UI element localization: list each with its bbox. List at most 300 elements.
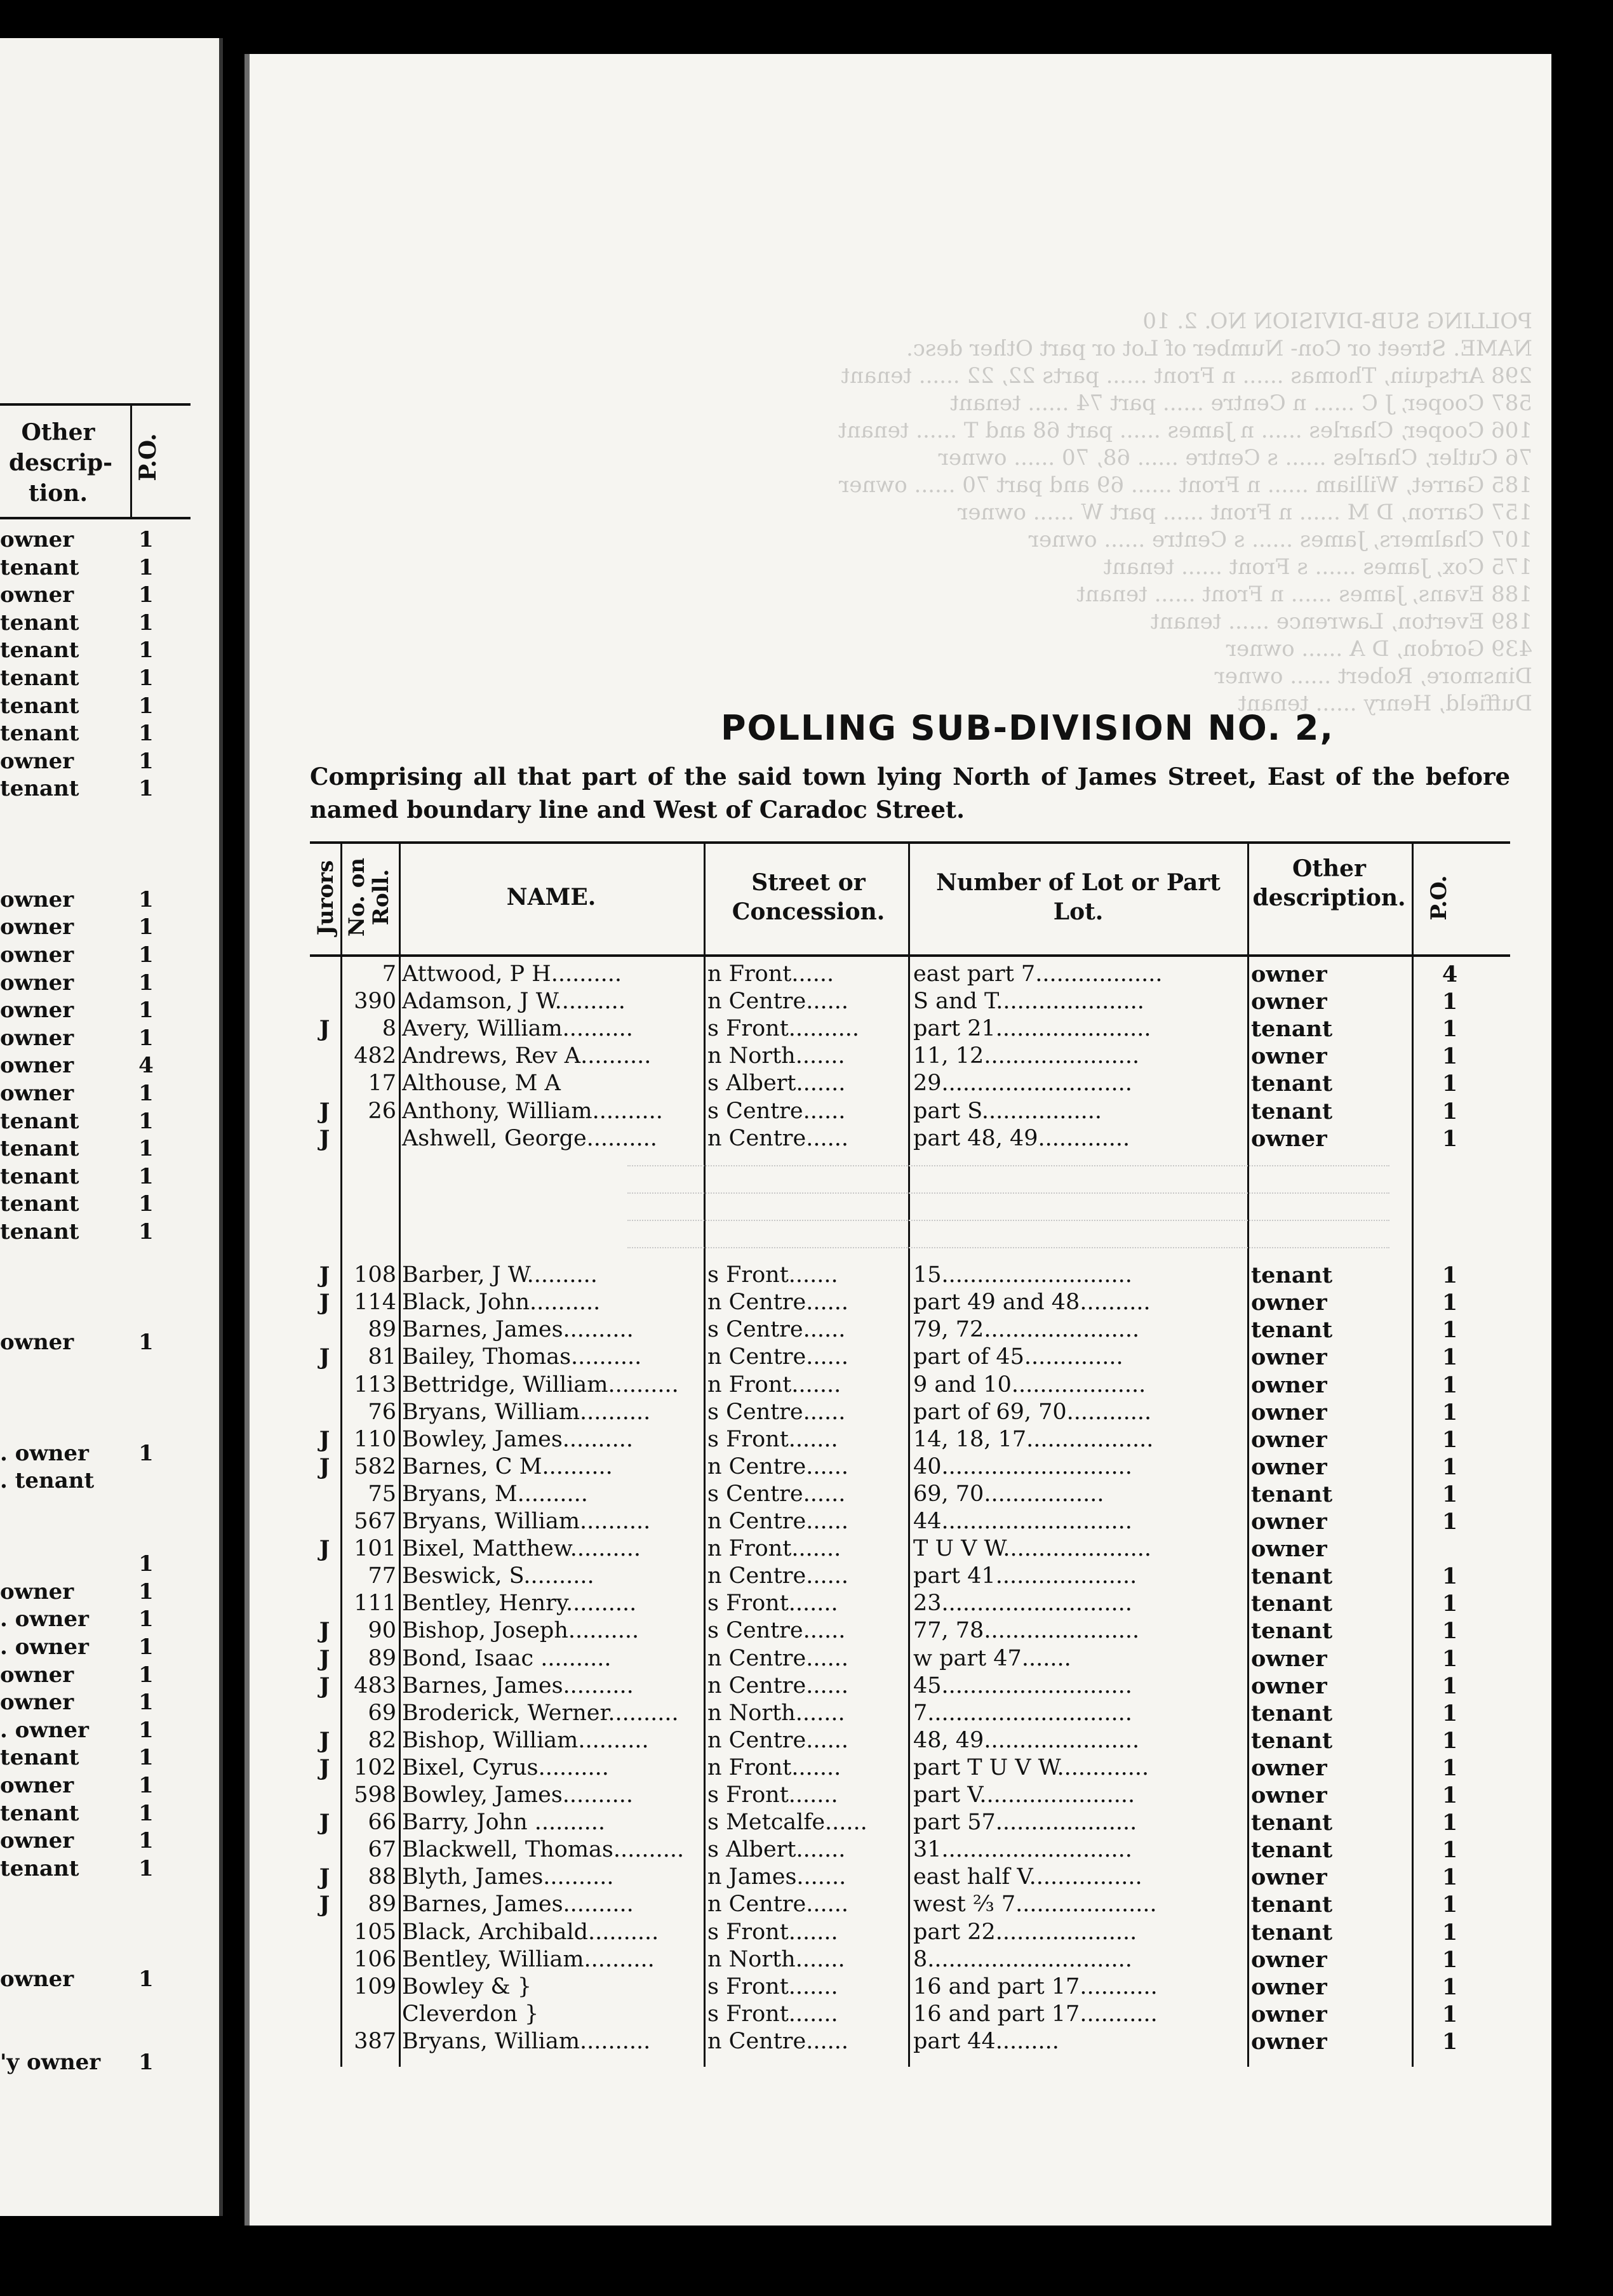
blank-row	[310, 1234, 1510, 1260]
left-table-row	[0, 1606, 191, 1634]
left-row-description: owner	[0, 970, 74, 996]
juror-mark: J	[319, 1344, 330, 1371]
po-number: 1	[1442, 1727, 1458, 1754]
po-number: 1	[1442, 1864, 1458, 1891]
roll-number: 108	[354, 1262, 396, 1288]
street-or-concession: n James.......	[707, 1864, 847, 1890]
lot-number: 48, 49......................	[913, 1727, 1140, 1753]
left-row-description: owner	[0, 1081, 74, 1106]
po-number: 4	[1442, 961, 1458, 987]
left-row-po: 1	[138, 1606, 154, 1632]
roll-number: 81	[368, 1344, 396, 1370]
lot-number: east half V................	[913, 1864, 1142, 1890]
table-row	[310, 1891, 1510, 1918]
left-table-row	[0, 1219, 191, 1247]
bleed-through-text	[421, 308, 1532, 716]
other-description: tenant	[1251, 1071, 1333, 1097]
table-header-rule	[310, 954, 1510, 957]
table-row	[310, 1481, 1510, 1508]
roll-number: 110	[354, 1426, 396, 1452]
street-or-concession: n Centre......	[707, 1125, 848, 1151]
left-table-row	[0, 1662, 191, 1690]
left-row-po: 1	[138, 1745, 154, 1771]
voter-name: Andrews, Rev A..........	[402, 1043, 652, 1069]
table-top-rule	[310, 841, 1510, 844]
street-or-concession: n North.......	[707, 1043, 845, 1069]
left-row-po: 1	[138, 776, 154, 802]
other-description: owner	[1251, 1536, 1327, 1563]
lot-number: part 41....................	[913, 1563, 1137, 1589]
voter-name: Bryans, William..........	[402, 2028, 651, 2054]
table-row	[310, 1919, 1510, 1946]
bleed-through-line: 157 Carron, D M ...... n Front ...... part W ...... owner	[958, 500, 1532, 525]
po-number: 1	[1442, 1754, 1458, 1781]
juror-mark: J	[319, 1618, 330, 1645]
voter-name: Black, John..........	[402, 1290, 601, 1316]
other-description: owner	[1251, 2001, 1327, 2027]
left-row-description: owner	[0, 1053, 74, 1079]
left-row-po: 1	[138, 1440, 154, 1466]
street-or-concession: s Front.......	[707, 1919, 838, 1945]
bleed-through-line: 106 Cooper, Charles ...... n James ...... part 68 and T ...... tenant	[838, 418, 1532, 443]
po-number: 1	[1442, 1071, 1458, 1097]
left-table-row	[0, 1718, 191, 1745]
lot-number: part T U V W.............	[913, 1754, 1149, 1780]
voter-name: Barnes, James..........	[402, 1317, 634, 1343]
other-description: tenant	[1251, 1727, 1333, 1754]
voter-name: Bixel, Cyrus..........	[402, 1754, 609, 1780]
left-row-po: 1	[138, 1219, 154, 1245]
left-table-row	[0, 804, 191, 832]
other-description: owner	[1251, 1973, 1327, 2000]
left-table-row	[0, 610, 191, 638]
voter-name: Barnes, James..........	[402, 1892, 634, 1918]
table-row	[310, 1316, 1510, 1344]
street-or-concession: n North.......	[707, 1700, 845, 1726]
left-table-row	[0, 749, 191, 777]
header-po: P.O.	[1426, 875, 1452, 921]
left-row-description: owner	[0, 1966, 74, 1992]
roll-number: 75	[368, 1481, 396, 1507]
voter-name: Bond, Isaac ..........	[402, 1645, 612, 1671]
roll-number: 105	[354, 1919, 396, 1945]
voter-name: Ashwell, George..........	[402, 1125, 657, 1151]
left-row-description: owner	[0, 1025, 74, 1051]
roll-number: 482	[354, 1043, 396, 1069]
other-description: tenant	[1251, 1016, 1333, 1043]
bleed-through-line: 298 Artsquin, Thomas ...... n Front ...... parts 22, 22 ...... tenant	[841, 363, 1532, 389]
lot-number: 8.............................	[913, 1946, 1132, 1972]
left-table-row	[0, 942, 191, 970]
left-row-description: owner	[0, 998, 74, 1024]
roll-number: 598	[354, 1782, 396, 1808]
faint-leader	[627, 1192, 1389, 1194]
left-row-po: 1	[138, 721, 154, 747]
po-number: 1	[1442, 1946, 1458, 1973]
voter-name: Cleverdon }	[402, 2001, 539, 2027]
bleed-through-line: 185 Garret, William ...... n Front ...... 69 and part 70 ...... owner	[838, 472, 1532, 498]
left-row-po: 1	[138, 1662, 154, 1688]
lot-number: 9 and 10...................	[913, 1372, 1146, 1398]
left-facing-page	[0, 38, 223, 2216]
table-row	[310, 1426, 1510, 1453]
po-number: 1	[1442, 1700, 1458, 1726]
roll-number: 101	[354, 1536, 396, 1562]
lot-number: 77, 78......................	[913, 1618, 1140, 1644]
left-row-description: tenant	[0, 554, 79, 580]
po-number: 1	[1442, 1344, 1458, 1371]
juror-mark: J	[319, 1098, 330, 1125]
left-row-po: 1	[138, 1136, 154, 1162]
left-table-row	[0, 1164, 191, 1192]
left-row-description: owner	[0, 1690, 74, 1716]
voter-name: Avery, William..........	[402, 1016, 633, 1042]
left-row-description: owner	[0, 527, 74, 552]
left-row-po: 1	[138, 1551, 154, 1577]
left-row-description: owner	[0, 582, 74, 608]
header-name: NAME.	[506, 884, 596, 911]
po-number: 1	[1442, 2028, 1458, 2055]
left-row-description: owner	[0, 914, 74, 940]
table-row	[310, 1672, 1510, 1700]
left-row-po: 1	[138, 914, 154, 940]
left-row-description: owner	[0, 1662, 74, 1688]
bleed-through-line: NAME. Street or Con- Number of Lot or part Other desc.	[906, 336, 1532, 361]
page-title: POLLING SUB-DIVISION NO. 2,	[720, 708, 1334, 748]
table-row	[310, 1070, 1510, 1097]
voter-name: Black, Archibald..........	[402, 1919, 659, 1945]
po-number: 1	[1442, 1837, 1458, 1864]
left-row-po: 1	[138, 610, 154, 636]
left-table-row	[0, 665, 191, 693]
left-row-description: . owner	[0, 1634, 89, 1660]
voter-name: Beswick, S..........	[402, 1563, 594, 1589]
header-jurors: Jurors	[313, 860, 338, 936]
left-table-row	[0, 1247, 191, 1275]
bleed-through-line: POLLING SUB-DIVISION NO. 2. 10	[1142, 309, 1532, 334]
roll-number: 387	[354, 2028, 396, 2054]
other-description: tenant	[1251, 1919, 1333, 1946]
street-or-concession: s Front.......	[707, 1426, 838, 1452]
other-description: owner	[1251, 1043, 1327, 1070]
other-description: tenant	[1251, 1618, 1333, 1645]
po-number: 1	[1442, 1098, 1458, 1125]
other-description: tenant	[1251, 1098, 1333, 1125]
left-table-row	[0, 914, 191, 942]
lot-number: west ⅔ 7....................	[913, 1892, 1157, 1918]
lot-number: 44...........................	[913, 1509, 1132, 1534]
roll-number: 483	[354, 1672, 396, 1699]
blank-row	[310, 1207, 1510, 1232]
left-table-row	[0, 1330, 191, 1358]
roll-number: 66	[368, 1810, 396, 1836]
left-row-description: owner	[0, 1578, 74, 1605]
lot-number: 29...........................	[913, 1071, 1132, 1097]
left-table-row	[0, 1385, 191, 1413]
table-row	[310, 1645, 1510, 1672]
other-description: owner	[1251, 1399, 1327, 1425]
left-table-row	[0, 2050, 191, 2078]
blank-row	[310, 1180, 1510, 1205]
left-row-description: tenant	[0, 637, 79, 664]
juror-mark: J	[319, 1672, 330, 1699]
other-description: tenant	[1251, 1563, 1333, 1590]
lot-number: part 48, 49.............	[913, 1125, 1130, 1151]
left-row-description: owner	[0, 1773, 74, 1798]
other-description: owner	[1251, 1672, 1327, 1699]
lot-number: part S.................	[913, 1098, 1102, 1124]
left-row-po: 1	[138, 998, 154, 1024]
left-row-description: owner	[0, 942, 74, 968]
left-table-row	[0, 1828, 191, 1856]
roll-number: 76	[368, 1399, 396, 1425]
street-or-concession: s Centre......	[707, 1317, 846, 1343]
left-table-row	[0, 1081, 191, 1109]
table-row	[310, 1864, 1510, 1891]
other-description: tenant	[1251, 1591, 1333, 1617]
left-row-po: 1	[138, 1966, 154, 1992]
other-description: owner	[1251, 1125, 1327, 1152]
left-row-po: 1	[138, 693, 154, 719]
left-table-row	[0, 1025, 191, 1053]
juror-mark: J	[319, 1453, 330, 1480]
street-or-concession: n Centre......	[707, 989, 848, 1015]
other-description: tenant	[1251, 1700, 1333, 1726]
header-lot: Number of Lot or Part Lot.	[936, 869, 1221, 925]
left-row-description: tenant	[0, 693, 79, 719]
table-row	[310, 1973, 1510, 2001]
left-row-po: 1	[138, 1800, 154, 1826]
roll-number: 88	[368, 1864, 396, 1890]
other-description: owner	[1251, 1782, 1327, 1808]
faint-leader	[627, 1165, 1389, 1166]
left-table-row	[0, 859, 191, 887]
voter-name: Bryans, William..........	[402, 1509, 651, 1534]
left-table-row	[0, 776, 191, 804]
roll-number: 567	[354, 1509, 396, 1534]
po-number: 1	[1442, 1672, 1458, 1699]
left-row-description: owner	[0, 1330, 74, 1356]
faint-leader	[627, 1247, 1389, 1248]
other-description: owner	[1251, 1426, 1327, 1453]
juror-mark: J	[319, 1727, 330, 1754]
juror-mark: J	[319, 1262, 330, 1289]
other-description: tenant	[1251, 1837, 1333, 1864]
po-number: 1	[1442, 989, 1458, 1015]
po-number: 1	[1442, 1426, 1458, 1453]
left-table-row	[0, 1579, 191, 1607]
po-number: 1	[1442, 1125, 1458, 1152]
left-table-row	[0, 1441, 191, 1469]
left-table-row	[0, 1939, 191, 1967]
other-description: owner	[1251, 1754, 1327, 1781]
juror-mark: J	[319, 1754, 330, 1781]
table-row	[310, 1946, 1510, 1973]
table-row	[310, 1344, 1510, 1371]
street-or-concession: n Centre......	[707, 1563, 848, 1589]
table-row	[310, 1809, 1510, 1836]
left-row-description: tenant	[0, 665, 79, 691]
left-row-description: . owner	[0, 1440, 89, 1466]
voter-name: Bryans, M..........	[402, 1481, 588, 1507]
left-table-row	[0, 1690, 191, 1718]
left-row-po: 1	[138, 1108, 154, 1134]
left-table-row	[0, 1773, 191, 1801]
left-row-po: 1	[138, 942, 154, 968]
left-row-description: . tenant	[0, 1468, 95, 1494]
table-row	[310, 1098, 1510, 1125]
left-row-po: 1	[138, 2050, 154, 2075]
lot-number: S and T.....................	[913, 989, 1144, 1015]
left-row-po: 1	[138, 527, 154, 552]
left-table-row	[0, 1496, 191, 1524]
left-row-po: 1	[138, 582, 154, 608]
table-row	[310, 1617, 1510, 1645]
lot-number: 69, 70.................	[913, 1481, 1104, 1507]
left-row-po: 1	[138, 1828, 154, 1854]
other-description: tenant	[1251, 1481, 1333, 1507]
voter-name: Barry, John ..........	[402, 1810, 605, 1836]
roll-number: 390	[354, 989, 396, 1015]
roll-number: 89	[368, 1317, 396, 1343]
other-description: owner	[1251, 1946, 1327, 1973]
bleed-through-line: 107 Chalmers, James ...... s Centre ...... owner	[1028, 527, 1532, 552]
lot-number: part 49 and 48..........	[913, 1290, 1151, 1316]
po-number: 1	[1442, 1563, 1458, 1590]
roll-number: 106	[354, 1946, 396, 1972]
voter-name: Althouse, M A	[402, 1071, 561, 1097]
lot-number: 7.............................	[913, 1700, 1132, 1726]
left-row-description: tenant	[0, 721, 79, 747]
street-or-concession: n Centre......	[707, 2028, 848, 2054]
lot-number: part of 45..............	[913, 1344, 1123, 1370]
lot-number: part 57....................	[913, 1810, 1137, 1836]
voter-name: Bishop, William..........	[402, 1727, 649, 1753]
left-row-po: 4	[138, 1053, 154, 1079]
po-number: 1	[1442, 1645, 1458, 1672]
left-row-po: 1	[138, 1191, 154, 1217]
other-description: owner	[1251, 1864, 1327, 1891]
street-or-concession: s Centre......	[707, 1399, 846, 1425]
street-or-concession: s Albert.......	[707, 1837, 846, 1863]
left-table-row	[0, 1358, 191, 1385]
voter-name: Bishop, Joseph..........	[402, 1618, 639, 1644]
voter-name: Bowley, James..........	[402, 1426, 634, 1452]
left-table-row	[0, 1966, 191, 1994]
voter-name: Barnes, James..........	[402, 1672, 634, 1699]
other-description: owner	[1251, 989, 1327, 1015]
left-row-po: 1	[138, 1690, 154, 1716]
po-number: 1	[1442, 1317, 1458, 1344]
left-po-header-cell	[130, 406, 164, 517]
left-table-row	[0, 1856, 191, 1884]
table-row	[310, 1782, 1510, 1809]
other-description: tenant	[1251, 1262, 1333, 1289]
other-description: owner	[1251, 1372, 1327, 1398]
po-number: 1	[1442, 1481, 1458, 1507]
left-row-po: 1	[138, 1081, 154, 1106]
po-number: 1	[1442, 1509, 1458, 1535]
header-street: Street or Concession.	[732, 869, 885, 925]
voter-name: Bailey, Thomas..........	[402, 1344, 642, 1370]
left-table-row	[0, 1302, 191, 1330]
table-row	[310, 1836, 1510, 1864]
bleed-through-line: 439 Gordon, D A ...... owner	[1226, 636, 1532, 662]
bleed-through-line: 76 Cutler, Charles ...... s Centre ...... 68, 70 ...... owner	[938, 445, 1532, 471]
po-number: 1	[1442, 1016, 1458, 1043]
table-row	[310, 961, 1510, 988]
left-table-row	[0, 832, 191, 860]
voter-name: Bentley, William..........	[402, 1946, 655, 1972]
left-row-po: 1	[138, 554, 154, 580]
lot-number: part 44.........	[913, 2028, 1059, 2054]
street-or-concession: s Albert.......	[707, 1071, 846, 1097]
po-number: 1	[1442, 1372, 1458, 1398]
header-no-on-roll: No. on Roll.	[344, 857, 394, 937]
left-page-header	[0, 403, 191, 519]
left-table-row	[0, 1883, 191, 1911]
left-table-row	[0, 1994, 191, 2022]
left-row-po: 1	[138, 1773, 154, 1798]
table-row	[310, 1015, 1510, 1043]
lot-number: 16 and part 17...........	[913, 2001, 1158, 2027]
left-table-row	[0, 998, 191, 1025]
other-description: owner	[1251, 961, 1327, 987]
voters-table	[310, 841, 1510, 2079]
roll-number: 109	[354, 1973, 396, 1999]
left-po-header: P.O.	[135, 433, 161, 481]
left-row-description: tenant	[0, 1855, 79, 1881]
left-row-description: tenant	[0, 610, 79, 636]
bleed-through-line: 175 Cox, James ...... s Front ...... tenant	[1103, 554, 1532, 580]
left-table-row	[0, 693, 191, 721]
voter-name: Bixel, Matthew..........	[402, 1536, 641, 1562]
left-table-row	[0, 555, 191, 583]
voter-name: Bettridge, William..........	[402, 1372, 679, 1398]
street-or-concession: n Centre......	[707, 1892, 848, 1918]
voter-name: Bowley & }	[402, 1973, 532, 1999]
left-row-description: tenant	[0, 1219, 79, 1245]
voter-name: Bowley, James..........	[402, 1782, 634, 1808]
street-or-concession: s Front.......	[707, 1262, 838, 1288]
roll-number: 582	[354, 1453, 396, 1479]
lot-number: 15...........................	[913, 1262, 1132, 1288]
left-table-row	[0, 2022, 191, 2050]
table-row	[310, 1563, 1510, 1590]
left-row-description: 'y owner	[0, 2050, 101, 2075]
voter-name: Anthony, William..........	[402, 1098, 663, 1124]
po-number: 1	[1442, 1399, 1458, 1425]
street-or-concession: n Centre......	[707, 1672, 848, 1699]
table-row	[310, 1754, 1510, 1782]
lot-number: 23...........................	[913, 1591, 1132, 1617]
other-description: tenant	[1251, 1317, 1333, 1344]
left-row-po: 1	[138, 665, 154, 691]
left-row-po: 1	[138, 1025, 154, 1051]
table-row	[310, 1508, 1510, 1535]
street-or-concession: n Front......	[707, 961, 834, 987]
bleed-through-line: Dinsmore, Robert ...... owner	[1214, 664, 1532, 689]
roll-number: 26	[368, 1098, 396, 1124]
left-row-description: owner	[0, 748, 74, 774]
street-or-concession: n Front.......	[707, 1536, 841, 1562]
roll-number: 69	[368, 1700, 396, 1726]
table-row	[310, 988, 1510, 1015]
left-row-description: tenant	[0, 1136, 79, 1162]
bleed-through-line: 189 Everton, Lawrence ...... tenant	[1150, 609, 1532, 634]
table-row	[310, 1043, 1510, 1070]
left-row-po: 1	[138, 1163, 154, 1189]
